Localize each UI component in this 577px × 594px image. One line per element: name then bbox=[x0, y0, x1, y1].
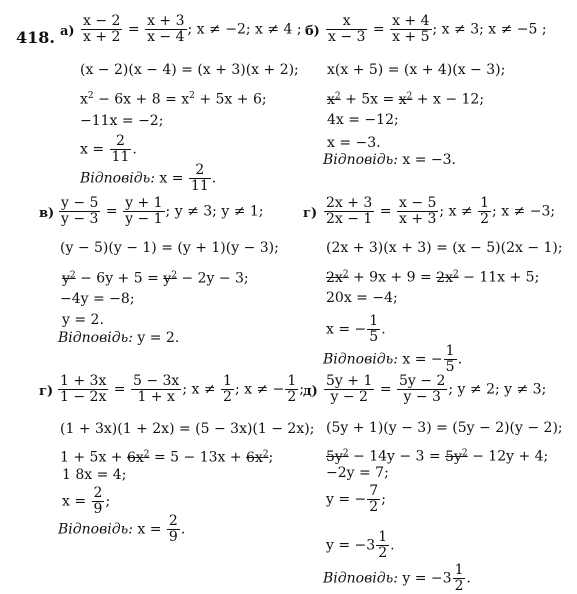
part-g1-step-2: $2x^2 + 9x + 9 = 2x^2 - 11x + 5$; bbox=[326, 269, 540, 286]
part-v-step-3: −4y = −8; bbox=[60, 291, 135, 307]
part-a-label: а) bbox=[60, 24, 75, 39]
fraction: $\frac{1 + 3x}{1 - 2x}$ bbox=[60, 373, 107, 405]
part-g1-label: г) bbox=[303, 206, 318, 221]
part-g1-step-4: x = − $\frac{1}{5}$ . bbox=[326, 313, 386, 345]
fraction: $\frac{7}{2}$ bbox=[369, 483, 379, 515]
part-g1-equation: $\frac{2x + 3}{2x - 1}$ = $\frac{x - 5}{x + 3}$ ; x ≠ $\frac{1}{2}$ ; x ≠ −3; bbox=[326, 195, 556, 227]
part-b-step-1: x(x + 5) = (x + 4)(x − 3); bbox=[327, 62, 506, 78]
part-a-step-2: $x^2 - 6x + 8 = x^2 + 5x + 6$; bbox=[80, 91, 267, 108]
fraction: $\frac{x}{x - 3}$ bbox=[328, 13, 366, 45]
part-b-equation: $\frac{x}{x - 3}$ = $\frac{x + 4}{x + 5}$ ; x ≠ 3; x ≠ −5 ; bbox=[328, 13, 547, 45]
part-d-step-1: (5y + 1)(y − 3) = (5y − 2)(y − 2); bbox=[326, 420, 563, 436]
fraction: $\frac{x - 2}{x + 2}$ bbox=[83, 13, 121, 45]
part-v-step-1: (y − 5)(y − 1) = (y + 1)(y − 3); bbox=[60, 240, 279, 256]
part-v-label: в) bbox=[39, 206, 55, 221]
part-g2-label: г) bbox=[39, 384, 54, 399]
part-g2-step-2: $1 + 5x + 6x^2 = 5 - 13x + 6x^2$; bbox=[60, 449, 274, 466]
problem-number: 418. bbox=[16, 28, 55, 47]
part-a-step-3: −11x = −2; bbox=[80, 113, 164, 129]
fraction: $\frac{1}{5}$ bbox=[369, 313, 379, 345]
part-v-step-4: y = 2. bbox=[62, 312, 104, 328]
part-d-answer: Відповідь: y = −3 $\frac{1}{2}$ . bbox=[323, 562, 471, 594]
part-a-equation: $\frac{x - 2}{x + 2}$ = $\frac{x + 3}{x - 4}$ ; x ≠ −2; x ≠ 4 ; bbox=[83, 13, 302, 45]
fraction: $\frac{2}{11}$ bbox=[190, 162, 209, 194]
part-g1-step-1: (2x + 3)(x + 3) = (x − 5)(2x − 1); bbox=[326, 240, 563, 256]
part-d-step-4: y = − $\frac{7}{2}$ ; bbox=[326, 483, 386, 515]
fraction: $\frac{1}{2}$ bbox=[287, 373, 297, 405]
part-g1-answer: Відповідь: x = − $\frac{1}{5}$ . bbox=[323, 343, 463, 375]
part-a-answer: Відповідь: x = $\frac{2}{11}$ . bbox=[80, 162, 217, 194]
fraction: $\frac{2}{9}$ bbox=[93, 485, 103, 517]
fraction: $\frac{x - 5}{x + 3}$ bbox=[398, 195, 437, 227]
fraction: $\frac{1}{2}$ bbox=[378, 529, 388, 561]
part-d-equation: $\frac{5y + 1}{y - 2}$ = $\frac{5y - 2}{y - 3}$ ; y ≠ 2; y ≠ 3; bbox=[326, 373, 547, 405]
part-g2-step-4: x = $\frac{2}{9}$ ; bbox=[62, 485, 111, 517]
part-g2-equation: $\frac{1 + 3x}{1 - 2x}$ = $\frac{5 - 3x}{1 + x}$ ; x ≠ $\frac{1}{2}$ ; x ≠ − $\frac{1}{2}$ ; bbox=[60, 373, 305, 405]
part-g2-step-1: (1 + 3x)(1 + 2x) = (5 − 3x)(1 − 2x); bbox=[60, 421, 315, 437]
fraction: $\frac{1}{5}$ bbox=[445, 343, 455, 375]
fraction: $\frac{2}{9}$ bbox=[168, 513, 178, 545]
fraction: $\frac{y + 1}{y - 1}$ bbox=[125, 195, 163, 227]
part-d-step-5: y = −3 $\frac{1}{2}$ . bbox=[326, 529, 395, 561]
part-b-step-3: 4x = −12; bbox=[327, 112, 399, 128]
fraction: $\frac{y - 5}{y - 3}$ bbox=[61, 195, 99, 227]
part-v-step-2: $y^2 - 6y + 5 = y^2 - 2y - 3$; bbox=[62, 270, 249, 287]
part-a-step-4: x = $\frac{2}{11}$ . bbox=[80, 133, 137, 165]
fraction: $\frac{1}{2}$ bbox=[454, 562, 464, 594]
part-b-step-2: $x^2 + 5x = x^2 + x - 12$; bbox=[327, 91, 485, 108]
fraction: $\frac{1}{2}$ bbox=[480, 195, 490, 227]
fraction: $\frac{x + 3}{x - 4}$ bbox=[147, 13, 185, 45]
part-d-label: д) bbox=[303, 384, 318, 399]
part-g2-step-3: 1 8x = 4; bbox=[62, 467, 127, 483]
part-d-step-3: −2y = 7; bbox=[326, 465, 389, 481]
fraction: $\frac{1}{2}$ bbox=[223, 373, 232, 405]
part-a-step-1: (x − 2)(x − 4) = (x + 3)(x + 2); bbox=[80, 62, 299, 78]
part-v-answer: Відповідь: y = 2. bbox=[58, 330, 180, 346]
part-v-equation: $\frac{y - 5}{y - 3}$ = $\frac{y + 1}{y - 1}$ ; y ≠ 3; y ≠ 1; bbox=[61, 195, 264, 227]
part-b-label: б) bbox=[305, 24, 320, 39]
fraction: $\frac{2x + 3}{2x - 1}$ bbox=[326, 195, 373, 227]
fraction: $\frac{x + 4}{x + 5}$ bbox=[392, 13, 430, 45]
fraction: $\frac{5y + 1}{y - 2}$ bbox=[326, 373, 373, 405]
fraction: $\frac{5y - 2}{y - 3}$ bbox=[399, 373, 446, 405]
part-d-step-2: $5y^2 - 14y - 3 = 5y^2 - 12y + 4$; bbox=[326, 448, 549, 465]
part-g1-step-3: 20x = −4; bbox=[326, 290, 398, 306]
fraction: $\frac{2}{11}$ bbox=[111, 133, 130, 165]
part-g2-answer: Відповідь: x = $\frac{2}{9}$ . bbox=[58, 513, 186, 545]
part-b-step-4: x = −3. bbox=[327, 135, 381, 151]
fraction: $\frac{5 - 3x}{1 + x}$ bbox=[132, 373, 180, 405]
part-b-answer: Відповідь: x = −3. bbox=[323, 152, 456, 168]
